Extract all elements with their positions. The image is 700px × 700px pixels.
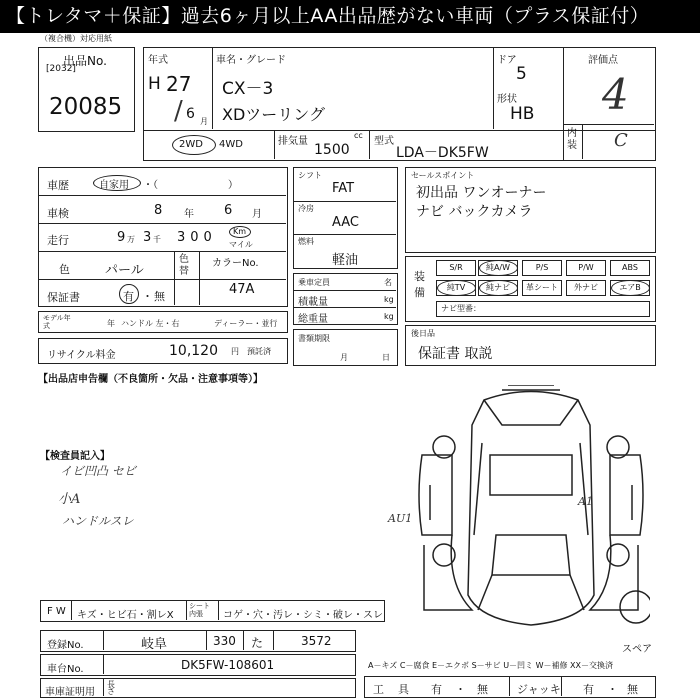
damage-mark-2: A1	[578, 495, 593, 508]
equip-tv: 純TV	[436, 280, 476, 296]
registration-class: 330	[213, 634, 236, 648]
expiry-month: 月	[340, 353, 348, 362]
displacement-label: 排気量	[278, 136, 308, 147]
tools-no: 無	[477, 683, 488, 696]
registration-number: 3572	[301, 634, 332, 648]
fuel-value: 軽油	[332, 253, 359, 268]
seat-label: シート内張	[189, 602, 210, 618]
mileage-rest: 300	[177, 230, 217, 245]
spare-label: スペア	[622, 644, 652, 655]
inspector-note-2: 小A	[58, 492, 81, 507]
equip-abs: ABS	[610, 260, 650, 276]
shape-value: HB	[510, 104, 535, 124]
equip-sr: S/R	[436, 260, 476, 276]
registration-row	[40, 630, 356, 652]
shift-value: FAT	[332, 181, 355, 196]
equip-pw: P/W	[566, 260, 606, 276]
year-era: H	[148, 74, 161, 94]
expiry-label: 書類期限	[298, 334, 330, 343]
mileage-mile: マイル	[229, 240, 253, 249]
warranty-no: 無	[154, 290, 165, 303]
doors-value: 5	[516, 64, 527, 84]
sales-line1: 初出品 ワンオーナー	[416, 185, 547, 201]
header-banner	[0, 0, 700, 33]
equipment-box	[405, 256, 656, 322]
jack-yes: 有	[583, 683, 594, 696]
mileage-label: 走行	[47, 234, 69, 247]
score-value: 4	[602, 70, 629, 119]
equip-navi: 純ナビ	[478, 280, 518, 296]
model-name: CX－3	[222, 79, 274, 99]
delivery-box	[405, 325, 656, 366]
sales-box	[405, 167, 656, 253]
mileage-km: Km	[233, 227, 247, 236]
flaw-row	[40, 600, 385, 622]
damage-legend: A－キズ C－腐食 E－エクボ S－サビ U－凹ミ W－補修 XX－交換済	[368, 661, 614, 670]
inspection-month-unit: 月	[252, 209, 262, 220]
equip-leather: 革シート	[522, 280, 562, 296]
damage-mark-1: AU1	[388, 512, 413, 525]
chassis-label: 車台No.	[47, 664, 84, 675]
sales-line2: ナビ バックカメラ	[416, 204, 533, 220]
aircon-label: 冷房	[298, 204, 314, 213]
recycle-value: 10,120	[169, 343, 218, 359]
inspector-note-3: ハンドルスレ	[62, 514, 134, 528]
history-value: 自家用	[99, 180, 129, 191]
inspector-notes-label: 【検査員記入】	[40, 451, 110, 462]
displacement-value: 1500	[314, 142, 350, 158]
registration-kana: た	[251, 636, 264, 650]
tools-yes: 有	[431, 683, 442, 696]
tools-row	[364, 676, 656, 698]
drive-2wd: 2WD	[179, 139, 203, 150]
registration-pref: 岐阜	[141, 637, 168, 652]
load-label: 積載量	[298, 297, 328, 308]
warranty-sep: ・	[142, 290, 153, 303]
recycle-unit: 円	[231, 347, 239, 356]
car-damage-diagram	[412, 385, 650, 635]
lot-number: 20085	[49, 94, 123, 120]
shape-label: 形状	[497, 94, 517, 105]
inspection-month: 6	[224, 203, 233, 218]
load-unit: kg	[384, 295, 394, 304]
flaw-label: F W	[47, 606, 66, 617]
inspection-year: 8	[154, 203, 163, 218]
nav-model-field: ナビ型番：	[436, 301, 650, 317]
color-value: パール	[105, 263, 144, 278]
equip-ps: P/S	[522, 260, 562, 276]
delivery-label: 後日品	[411, 329, 435, 338]
interior-value: C	[614, 130, 628, 151]
model-year-unit: 年	[107, 319, 115, 328]
equipment-label: 装備	[414, 270, 425, 299]
year-label: 年式	[148, 55, 168, 66]
type-value: LDA－DK5FW	[396, 145, 489, 161]
fuel-label: 燃料	[298, 237, 314, 246]
equip-airbag: エアB	[610, 280, 650, 296]
recycle-row	[38, 338, 288, 364]
year-value: 27	[166, 72, 192, 96]
model-label: 車名・グレード	[216, 55, 286, 66]
garage-row	[40, 678, 356, 698]
mileage-sen: 3	[143, 230, 152, 245]
color-label: 色	[59, 263, 70, 276]
weight-unit: kg	[384, 312, 394, 321]
color-code: 47A	[229, 282, 255, 297]
doors-label: ドア	[497, 55, 517, 66]
recycle-label: リサイクル料金	[47, 350, 116, 361]
misc-row	[38, 311, 288, 333]
lot-box	[38, 47, 135, 132]
capacity-box	[293, 273, 398, 325]
garage-label: 車庫証明用	[45, 687, 95, 698]
year-month: 6	[186, 106, 195, 122]
expiry-box	[293, 329, 398, 366]
jack-no: 無	[627, 683, 638, 696]
chassis-value: DK5FW-108601	[181, 658, 275, 672]
lot-tag: [2032]	[46, 64, 76, 74]
model-year-label: モデル年式	[43, 314, 71, 330]
mileage-sen-unit: 千	[153, 235, 161, 244]
jack-label: ジャッキ	[517, 683, 561, 696]
displacement-unit: cc	[354, 131, 363, 140]
spec-row	[143, 130, 564, 161]
seller-notes-label: 【出品店申告欄（不良箇所・欠品・注意事項等）】	[38, 374, 263, 385]
flaw-items: キズ・ヒビ石・割レX	[77, 610, 174, 621]
jack-sep: ・	[607, 683, 618, 696]
sales-label: セールスポイント	[411, 171, 475, 180]
warranty-label: 保証書	[47, 291, 80, 304]
inspector-note-1: イビ凹凸 セビ	[60, 464, 136, 478]
drive-4wd: 4WD	[219, 139, 243, 150]
mileage-man-unit: 万	[127, 235, 135, 244]
recycle-note: 預託済	[247, 347, 271, 356]
weight-label: 総重量	[298, 314, 328, 325]
capacity-label: 乗車定員	[298, 278, 330, 287]
seat-items: コゲ・穴・汚レ・シミ・破レ・スレ	[223, 610, 383, 621]
mileage-man: 9	[117, 230, 126, 245]
delivery-value: 保証書 取説	[418, 346, 493, 362]
lot-label: 出品No.	[63, 54, 107, 68]
score-box	[563, 47, 656, 161]
handle-text: ハンドル 左・右	[121, 319, 180, 328]
garage-size: 長さ	[107, 680, 115, 696]
color-change-label: 色替	[179, 254, 189, 277]
capacity-unit: 名	[384, 278, 392, 287]
tools-sep: ・	[455, 683, 466, 696]
mech-box	[293, 167, 398, 269]
registration-label: 登録No.	[47, 640, 84, 651]
history-label: 車歴	[47, 179, 69, 192]
month-unit: 月	[200, 117, 208, 126]
banner-text: 【トレタマ＋保証】過去6ヶ月以上AA出品歴がない車両（プラス保証付）	[6, 5, 650, 27]
score-label: 評価点	[588, 55, 618, 66]
details-box	[38, 167, 288, 307]
expiry-day: 日	[382, 353, 390, 362]
interior-label: 内装	[567, 128, 577, 151]
shift-label: シフト	[298, 171, 322, 180]
dealer-text: ディーラー・並行	[214, 319, 278, 328]
vehicle-box: 年式 H 27 / 6 月 車名・グレード CX－3 XDツーリング ドア 5 形状 HB	[143, 47, 656, 131]
equip-ext-navi: 外ナビ	[566, 280, 606, 296]
model-grade: XDツーリング	[222, 105, 325, 124]
tools-label: 工具	[373, 683, 423, 696]
aircon-value: AAC	[332, 215, 359, 230]
inspection-year-unit: 年	[184, 209, 194, 220]
chassis-row	[40, 654, 356, 676]
type-label: 型式	[374, 136, 394, 147]
sheet-note: （複合機）対応用紙	[40, 34, 112, 43]
color-code-label: カラーNo.	[212, 258, 259, 269]
inspection-label: 車検	[47, 207, 69, 220]
warranty-yes: 有	[123, 290, 134, 303]
equip-aw: 純A/W	[478, 260, 518, 276]
history-extra: ・（ ）	[143, 180, 238, 191]
